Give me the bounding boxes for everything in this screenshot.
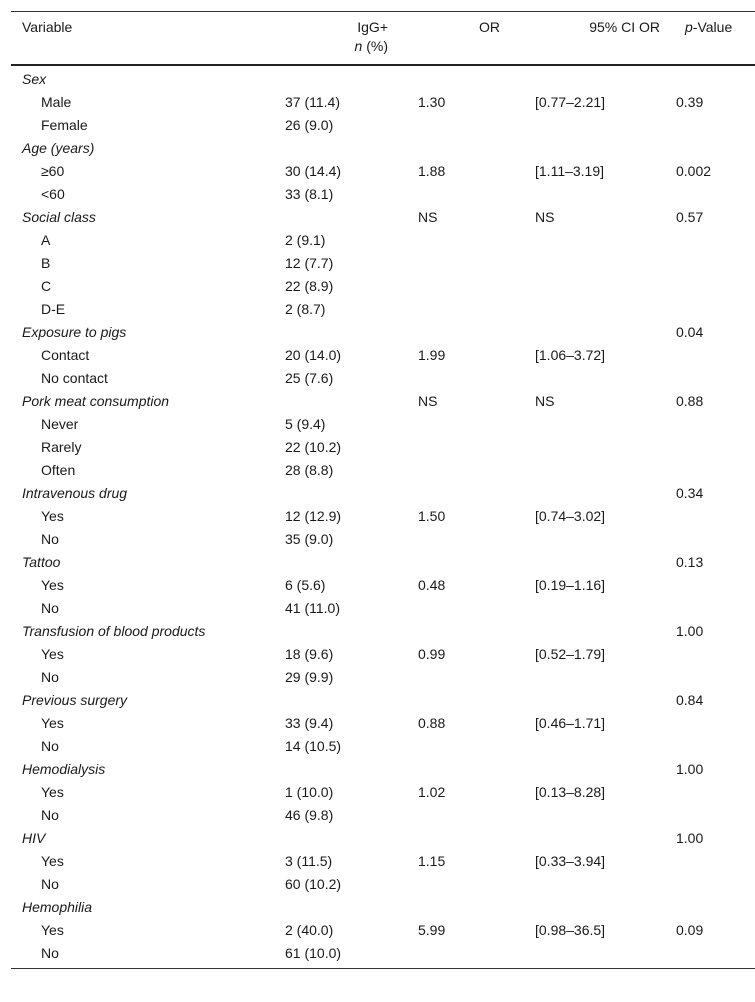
cell-variable: Pork meat consumption xyxy=(22,393,170,409)
cell-variable: Yes xyxy=(41,853,64,869)
cell-ci: NS xyxy=(535,393,555,409)
cell-variable: Yes xyxy=(41,784,64,800)
cell-ci xyxy=(535,896,675,919)
cell-igg-n xyxy=(285,65,418,91)
category-row xyxy=(11,758,755,781)
cell-p-value: 0.09 xyxy=(676,922,704,938)
table-row xyxy=(11,344,755,367)
cell-or: 1.88 xyxy=(418,163,446,179)
cell-igg-n: 22 (10.2) xyxy=(285,439,342,455)
cell-igg-n xyxy=(285,390,418,413)
cell-or: 1.30 xyxy=(418,94,446,110)
cell-or xyxy=(418,689,535,712)
cell-variable: Sex xyxy=(22,71,47,87)
cell-igg-n: 6 (5.6) xyxy=(285,577,326,593)
cell-igg-n xyxy=(285,896,418,919)
cell-ci xyxy=(535,528,675,551)
header-igg-n: n xyxy=(354,38,363,54)
table-row xyxy=(11,597,755,620)
cell-variable: Yes xyxy=(41,577,64,593)
cell-p-value: 0.34 xyxy=(676,485,704,501)
cell-ci xyxy=(535,413,675,436)
cell-or: 1.99 xyxy=(418,347,446,363)
cell-igg-n: 20 (14.0) xyxy=(285,347,342,363)
cell-ci xyxy=(535,114,675,137)
cell-igg-n: 22 (8.9) xyxy=(285,278,334,294)
category-row xyxy=(11,551,755,574)
cell-igg-n xyxy=(285,206,418,229)
cell-igg-n: 26 (9.0) xyxy=(285,117,334,133)
cell-or: 1.50 xyxy=(418,508,446,524)
cell-or: 1.15 xyxy=(418,853,446,869)
category-row xyxy=(11,137,755,160)
cell-or xyxy=(418,758,535,781)
cell-variable: No xyxy=(11,942,285,969)
cell-igg-n: 46 (9.8) xyxy=(285,807,334,823)
cell-or xyxy=(418,735,535,758)
cell-p-value xyxy=(675,735,755,758)
header-variable-label: Variable xyxy=(22,19,73,35)
cell-ci: [0.46–1.71] xyxy=(535,715,606,731)
cell-variable: Transfusion of blood products xyxy=(22,623,206,639)
cell-ci: [1.06–3.72] xyxy=(535,347,606,363)
cell-ci xyxy=(535,804,675,827)
cell-p-value xyxy=(675,850,755,873)
cell-igg-n: 5 (9.4) xyxy=(285,416,326,432)
cell-or xyxy=(418,183,535,206)
cell-ci: [0.74–3.02] xyxy=(535,508,606,524)
cell-ci: [0.77–2.21] xyxy=(535,94,606,110)
cell-p-value xyxy=(675,574,755,597)
table-row xyxy=(11,643,755,666)
table-row xyxy=(11,183,755,206)
cell-ci xyxy=(535,183,675,206)
table-row xyxy=(11,781,755,804)
cell-or xyxy=(418,942,535,969)
cell-or xyxy=(418,298,535,321)
cell-ci xyxy=(535,620,675,643)
cell-variable: Female xyxy=(41,117,88,133)
cell-igg-n: 25 (7.6) xyxy=(285,370,334,386)
cell-p-value xyxy=(675,896,755,919)
cell-p-value xyxy=(675,505,755,528)
header-p-prefix: p xyxy=(685,19,693,35)
cell-igg-n xyxy=(285,758,418,781)
category-row xyxy=(11,321,755,344)
cell-or xyxy=(418,873,535,896)
header-igg-pct: (%) xyxy=(362,38,388,54)
cell-or xyxy=(418,229,535,252)
cell-variable: Exposure to pigs xyxy=(22,324,127,340)
cell-ci xyxy=(535,689,675,712)
category-row xyxy=(11,206,755,229)
header-or xyxy=(418,12,535,66)
cell-p-value xyxy=(675,65,755,91)
table-row xyxy=(11,229,755,252)
cell-p-value: 0.002 xyxy=(676,163,712,179)
cell-igg-n: 2 (8.7) xyxy=(285,301,326,317)
cell-ci xyxy=(535,758,675,781)
cell-igg-n: 18 (9.6) xyxy=(285,646,334,662)
cell-ci: [0.52–1.79] xyxy=(535,646,606,662)
cell-igg-n: 61 (10.0) xyxy=(285,942,418,969)
header-ci xyxy=(535,12,675,66)
table-row xyxy=(11,436,755,459)
cell-p-value xyxy=(675,597,755,620)
table-row xyxy=(11,252,755,275)
cell-igg-n: 2 (9.1) xyxy=(285,232,326,248)
cell-or: NS xyxy=(418,393,438,409)
cell-igg-n xyxy=(285,827,418,850)
cell-igg-n xyxy=(285,689,418,712)
table-header xyxy=(11,12,755,66)
cell-variable: Often xyxy=(41,462,76,478)
table-row xyxy=(11,942,755,969)
cell-igg-n: 37 (11.4) xyxy=(285,94,340,110)
table-row xyxy=(11,712,755,735)
cell-p-value xyxy=(675,643,755,666)
cell-ci xyxy=(535,551,675,574)
cell-or xyxy=(418,666,535,689)
cell-ci xyxy=(535,65,675,91)
cell-variable: Rarely xyxy=(41,439,82,455)
category-row xyxy=(11,390,755,413)
cell-igg-n: 12 (12.9) xyxy=(285,508,342,524)
cell-or: 1.02 xyxy=(418,784,446,800)
cell-variable: Yes xyxy=(41,508,64,524)
cell-ci xyxy=(535,275,675,298)
cell-ci xyxy=(535,482,675,505)
table-row xyxy=(11,666,755,689)
data-table-container xyxy=(11,11,733,969)
cell-variable: No xyxy=(41,669,59,685)
table-row xyxy=(11,919,755,942)
cell-variable: Previous surgery xyxy=(22,692,128,708)
cell-igg-n xyxy=(285,482,418,505)
cell-variable: Never xyxy=(41,416,79,432)
cell-or xyxy=(418,65,535,91)
cell-variable: Tattoo xyxy=(22,554,61,570)
cell-p-value: 0.04 xyxy=(676,324,704,340)
cell-or xyxy=(418,804,535,827)
cell-p-value xyxy=(675,275,755,298)
cell-igg-n: 28 (8.8) xyxy=(285,462,334,478)
cell-ci xyxy=(535,137,675,160)
cell-ci: [0.98–36.5] xyxy=(535,922,606,938)
cell-p-value xyxy=(675,781,755,804)
cell-variable: No xyxy=(41,876,59,892)
table-row xyxy=(11,505,755,528)
cell-or xyxy=(418,482,535,505)
cell-variable: C xyxy=(41,278,52,294)
cell-ci xyxy=(535,827,675,850)
cell-ci xyxy=(535,873,675,896)
cell-variable: Yes xyxy=(41,922,64,938)
table-row xyxy=(11,367,755,390)
cell-ci xyxy=(535,367,675,390)
header-ci-label: 95% CI OR xyxy=(589,19,660,35)
cell-p-value xyxy=(675,344,755,367)
table-row xyxy=(11,459,755,482)
cell-ci xyxy=(535,942,675,969)
cell-p-value xyxy=(675,804,755,827)
table-row xyxy=(11,850,755,873)
header-p-value xyxy=(675,12,755,66)
cell-or xyxy=(418,321,535,344)
cell-or: 0.88 xyxy=(418,715,446,731)
table-row xyxy=(11,114,755,137)
cell-or xyxy=(418,436,535,459)
table-row xyxy=(11,873,755,896)
table-row xyxy=(11,735,755,758)
cell-p-value xyxy=(675,436,755,459)
cell-variable: Yes xyxy=(41,715,64,731)
cell-ci xyxy=(535,597,675,620)
cell-igg-n xyxy=(285,137,418,160)
category-row xyxy=(11,620,755,643)
table-row xyxy=(11,160,755,183)
cell-p-value: 0.57 xyxy=(676,209,704,225)
category-row xyxy=(11,896,755,919)
cell-p-value: 0.88 xyxy=(676,393,704,409)
table-row xyxy=(11,413,755,436)
category-row xyxy=(11,827,755,850)
cell-variable: No xyxy=(41,738,59,754)
cell-igg-n xyxy=(285,321,418,344)
cell-variable: ≥60 xyxy=(41,163,65,179)
table-row xyxy=(11,298,755,321)
cell-igg-n: 35 (9.0) xyxy=(285,531,334,547)
cell-igg-n: 14 (10.5) xyxy=(285,738,342,754)
cell-ci: [0.13–8.28] xyxy=(535,784,606,800)
cell-igg-n: 33 (9.4) xyxy=(285,715,334,731)
cell-variable: Social class xyxy=(22,209,96,225)
cell-p-value xyxy=(675,114,755,137)
cell-ci: NS xyxy=(535,209,555,225)
cell-ci xyxy=(535,666,675,689)
cell-igg-n: 41 (11.0) xyxy=(285,600,340,616)
cell-variable: A xyxy=(41,232,51,248)
cell-ci xyxy=(535,298,675,321)
cell-ci xyxy=(535,459,675,482)
table-row xyxy=(11,275,755,298)
cell-ci: [0.19–1.16] xyxy=(535,577,606,593)
cell-p-value xyxy=(675,252,755,275)
cell-igg-n: 60 (10.2) xyxy=(285,876,342,892)
cell-igg-n: 29 (9.9) xyxy=(285,669,334,685)
cell-p-value xyxy=(675,413,755,436)
cell-or xyxy=(418,528,535,551)
cell-or xyxy=(418,597,535,620)
cell-variable: No xyxy=(41,807,59,823)
cell-p-value xyxy=(675,298,755,321)
cell-p-value: 1.00 xyxy=(676,830,704,846)
category-row xyxy=(11,65,755,91)
cell-variable: Age (years) xyxy=(22,140,95,156)
cell-igg-n: 3 (11.5) xyxy=(285,853,333,869)
cell-p-value: 1.00 xyxy=(676,623,704,639)
cell-variable: Hemophilia xyxy=(22,899,93,915)
cell-p-value: 0.39 xyxy=(676,94,704,110)
table-row xyxy=(11,804,755,827)
table-row xyxy=(11,91,755,114)
cell-variable: No xyxy=(41,600,59,616)
cell-igg-n xyxy=(285,620,418,643)
cell-variable: <60 xyxy=(41,186,65,202)
cell-ci xyxy=(535,321,675,344)
cell-igg-n: 12 (7.7) xyxy=(285,255,334,271)
cell-p-value xyxy=(675,459,755,482)
cell-variable: No contact xyxy=(41,370,108,386)
header-row xyxy=(11,12,755,66)
cell-or xyxy=(418,275,535,298)
cell-p-value xyxy=(675,183,755,206)
cell-variable: Contact xyxy=(41,347,90,363)
cell-or xyxy=(418,827,535,850)
cell-or xyxy=(418,551,535,574)
cell-p-value xyxy=(675,229,755,252)
cell-p-value xyxy=(675,367,755,390)
cell-or xyxy=(418,620,535,643)
cell-igg-n: 1 (10.0) xyxy=(285,784,334,800)
cell-igg-n: 33 (8.1) xyxy=(285,186,334,202)
cell-variable: B xyxy=(41,255,51,271)
cell-p-value xyxy=(675,942,755,969)
cell-ci xyxy=(535,436,675,459)
data-table xyxy=(11,11,755,969)
cell-variable: Yes xyxy=(41,646,64,662)
cell-p-value xyxy=(675,712,755,735)
cell-variable: No xyxy=(41,531,59,547)
cell-or xyxy=(418,252,535,275)
cell-variable: Hemodialysis xyxy=(22,761,106,777)
cell-ci xyxy=(535,252,675,275)
cell-or: 5.99 xyxy=(418,922,446,938)
cell-variable: Male xyxy=(41,94,72,110)
category-row xyxy=(11,689,755,712)
table-row xyxy=(11,574,755,597)
cell-ci: [0.33–3.94] xyxy=(535,853,606,869)
cell-variable: HIV xyxy=(22,830,46,846)
cell-igg-n xyxy=(285,551,418,574)
header-igg-line1: IgG+ xyxy=(357,19,388,35)
cell-or xyxy=(418,896,535,919)
cell-or xyxy=(418,459,535,482)
table-body xyxy=(11,65,755,969)
header-p-suffix: -Value xyxy=(692,19,733,35)
cell-or xyxy=(418,413,535,436)
header-igg xyxy=(285,12,418,66)
cell-p-value: 1.00 xyxy=(676,761,704,777)
cell-ci: [1.11–3.19] xyxy=(535,163,605,179)
cell-p-value xyxy=(675,666,755,689)
cell-ci xyxy=(535,735,675,758)
cell-or xyxy=(418,367,535,390)
cell-variable: Intravenous drug xyxy=(22,485,128,501)
cell-p-value xyxy=(675,873,755,896)
cell-or: 0.99 xyxy=(418,646,446,662)
cell-p-value xyxy=(675,528,755,551)
table-row xyxy=(11,528,755,551)
cell-or: NS xyxy=(418,209,438,225)
cell-or xyxy=(418,137,535,160)
cell-p-value xyxy=(675,137,755,160)
category-row xyxy=(11,482,755,505)
cell-p-value: 0.13 xyxy=(676,554,704,570)
cell-or: 0.48 xyxy=(418,577,446,593)
cell-variable: D-E xyxy=(41,301,66,317)
header-variable xyxy=(11,12,285,66)
cell-p-value: 0.84 xyxy=(676,692,704,708)
header-or-label: OR xyxy=(479,19,500,35)
cell-igg-n: 2 (40.0) xyxy=(285,922,334,938)
cell-ci xyxy=(535,229,675,252)
cell-igg-n: 30 (14.4) xyxy=(285,163,342,179)
cell-or xyxy=(418,114,535,137)
